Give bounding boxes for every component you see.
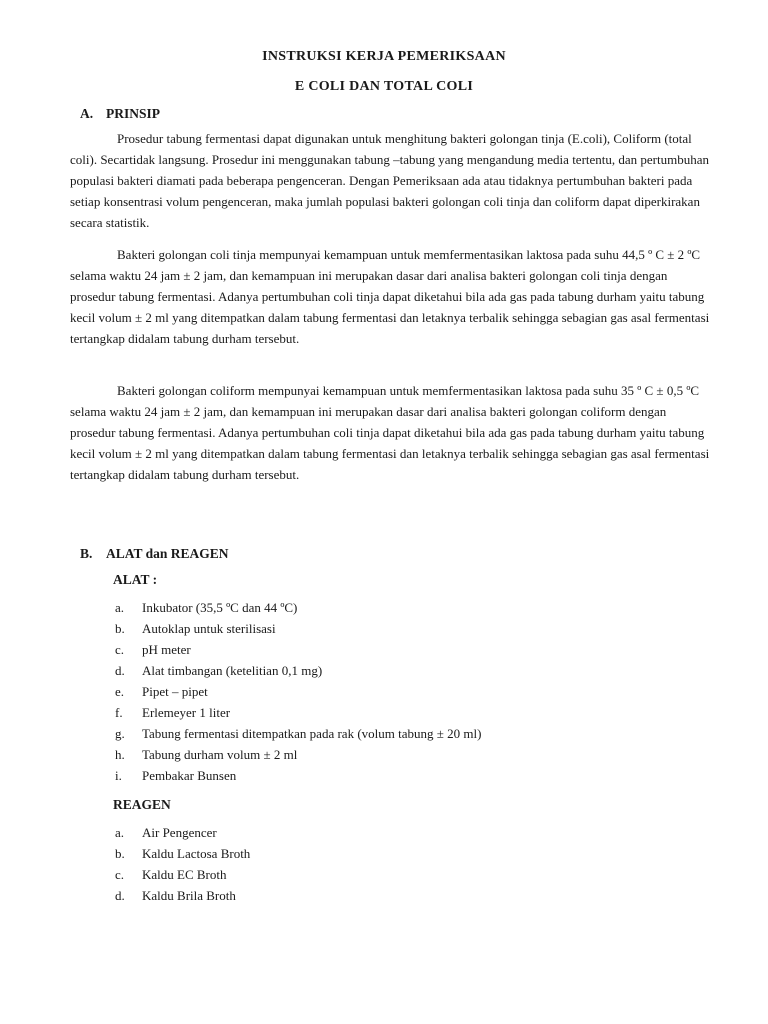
list-item [115,618,481,639]
list-item [115,597,481,618]
document-title: INSTRUKSI KERJA PEMERIKSAAN [262,49,506,64]
list-marker: g. [115,726,125,741]
list-item [115,723,481,744]
list-marker: a. [115,600,125,615]
alat-list [115,597,481,786]
list-item-text: Tabung durham volum ± 2 ml [142,747,298,762]
list-item-text: Alat timbangan (ketelitian 0,1 mg) [142,663,323,678]
list-item [115,702,481,723]
list-item-text: Autoklap untuk sterilisasi [142,621,276,636]
list-item [115,864,250,885]
section-a-letter: A. [80,106,94,121]
reagen-list [115,822,250,906]
list-marker: b. [115,621,125,636]
paragraph-prinsip-3: Bakteri golongan coliform mempunyai kemampuan untuk memfermentasikan laktosa pada suhu 35 º C ± 0,5 ºC selama waktu 24 jam ± 2 jam, dan kemampuan ini merupakan dasar dari analisa bakteri golongan coliform dengan prosedur tabung fermentasi. Adanya pertumbuhan coli tinja dapat diketahui bila ada gas pada tabung durham yaitu tabung kecil volum ± 2 ml yang ditempatkan dalam tabung fermentasi dan letaknya terbalik sehingga sebagian gas asal fermentasi tertangkap didalam tabung durham tersebut. [70,383,710,482]
list-item [115,744,481,765]
list-item [115,822,250,843]
list-marker: i. [115,768,122,783]
paragraph-prinsip-2: Bakteri golongan coli tinja mempunyai kemampuan untuk memfermentasikan laktosa pada suhu 44,5 º C ± 2 ºC selama waktu 24 jam ± 2 jam, dan kemampuan ini merupakan dasar dari analisa bakteri golongan coli tinja dengan prosedur tabung fermentasi. Adanya pertumbuhan coli tinja dapat diketahui bila ada gas pada tabung durham yaitu tabung kecil volum ± 2 ml yang ditempatkan dalam tabung fermentasi dan letaknya terbalik sehingga sebagian gas asal fermentasi tertangkap didalam tabung durham tersebut. [70,247,710,346]
section-a-heading [80,106,160,122]
section-b-letter: B. [80,546,93,561]
list-item-text: Erlemeyer 1 liter [142,705,231,720]
section-b-heading [80,546,229,562]
section-a-title: PRINSIP [106,106,161,121]
list-item-text: Tabung fermentasi ditempatkan pada rak (volum tabung ± 20 ml) [142,726,482,741]
list-marker: b. [115,846,125,861]
list-item-text: Pembakar Bunsen [142,768,237,783]
list-item-text: pH meter [142,642,191,657]
list-marker: d. [115,663,125,678]
list-item-text: Kaldu EC Broth [142,867,227,882]
document-subtitle: E COLI DAN TOTAL COLI [294,79,474,94]
list-marker: h. [115,747,125,762]
list-marker: d. [115,888,125,903]
list-item-text: Kaldu Brila Broth [142,888,236,903]
section-b-title: ALAT dan REAGEN [106,546,229,561]
list-marker: f. [115,705,123,720]
list-item-text: Pipet – pipet [142,684,208,699]
list-item-text: Kaldu Lactosa Broth [142,846,251,861]
reagen-label: REAGEN [113,797,171,812]
list-item [115,681,481,702]
paragraph-prinsip-1: Prosedur tabung fermentasi dapat digunakan untuk menghitung bakteri golongan tinja (E.coli), Coliform (total coli). Secartidak langsung. Prosedur ini menggunakan tabung –tabung yang mengandung media tertentu, dan pertumbuhan populasi bakteri diamati pada beberapa pengenceran. Dengan Pemeriksaan ada atau tidaknya pertumbuhan bakteri pada setiap konsentrasi volum pengenceran, maka jumlah populasi bakteri golongan coli tinja dan coliform dapat diperkirakan secara statistik. [70,131,710,230]
list-item [115,885,250,906]
list-item-text: Air Pengencer [142,825,217,840]
list-item [115,765,481,786]
list-marker: e. [115,684,125,699]
list-marker: c. [115,867,125,882]
list-item-text: Inkubator (35,5 ºC dan 44 ºC) [142,600,298,615]
list-item [115,660,481,681]
alat-label: ALAT : [113,572,158,587]
list-marker: a. [115,825,125,840]
list-marker: c. [115,642,125,657]
list-item [115,639,481,660]
list-item [115,843,250,864]
